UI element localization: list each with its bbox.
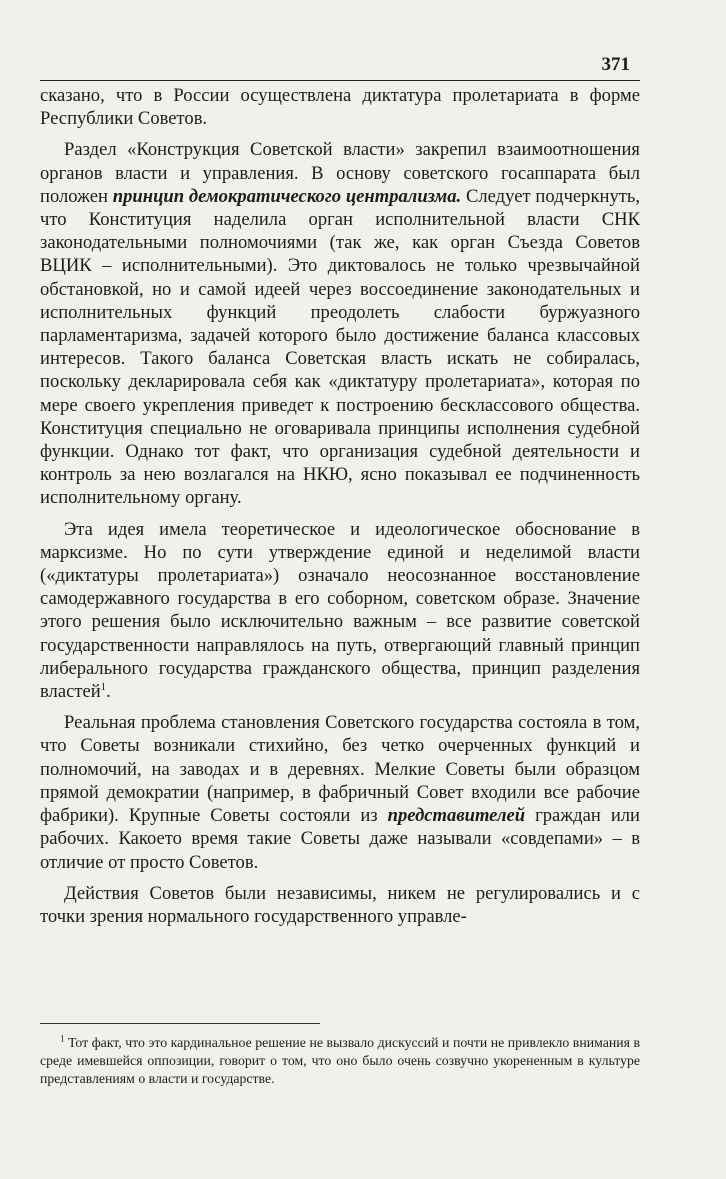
footnote-rule [40,1023,320,1024]
footnote-marker: 1 [60,1033,65,1044]
body-text [40,84,640,936]
paragraph-text: Реальная проблема становления Советского государства состояла в том, что Советы возникали стихийно, без четко очерченных функций и полномочий, на заводах и в деревнях. Мелкие Советы были образцом прямой демократии (например, в фабричный Совет входили все рабочие фабрики). Крупные Советы состояли из [40,712,640,827]
footnote [40,1034,640,1088]
emphasis-term: представителей [387,805,526,827]
paragraph-text: Следует подчеркнуть, что Конституция наделила орган исполнительной власти СНК законодательными полномочиями (так же, как орган Съезда Советов ВЦИК – исполнительными). Это диктовалось не только чрезвычайной обстановкой, но и самой идеей через воссоединение законодательных и исполнительных функций преодолеть слабости буржуазного парламентаризма, задачей которого было достижение баланса классовых интересов. Такого баланса Советская власть искать не собиралась, поскольку декларировала себя как «диктатуру пролетариата», которая по мере своего укрепления приведет к построению бесклассового общества. Конституция специально не оговаривала принципы исполнения судебной функции. Однако тот факт, что организация судебной деятельности и контроль за нею возлагался на НКЮ, ясно показывал ее подчиненность исполнительному органу. [40,185,641,509]
footnote-text: Тот факт, что это кардинальное решение не вызвало дискуссий и почти не привлекло внимания в среде имевшейся оппозиции, говорит о том, что оно было очень созвучно укорененным в культуре представлениям о власти и государстве. [40,1035,640,1086]
paragraph-soviets-actions: Действия Советов были независимы, никем не регулировались и с точки зрения нормального государственного управле- [40,882,640,927]
paragraph-continuation: сказано, что в России осуществлена диктатура пролетариата в форме Республики Советов. [40,85,640,130]
page-number: 371 [601,54,630,75]
paragraph-soviets-formation [40,711,640,873]
paragraph-marxism: Эта идея имела теоретическое и идеологическое обоснование в марксизме. Но по сути утверждение единой и неделимой власти («диктатуры пролетариата») означало неосознанное восстановление самодержавного государства в его соборном, советском образе. Значение этого решения было исключительно важным – все развитие советской государственности направлялось на путь, отвергающий главный принцип либерального государства гражданского общества, принцип разделения властей$^1$. [40,518,640,703]
header-rule [40,80,640,81]
paragraph-text: граждан или рабочих. Какоето время такие Советы даже называли «совдепами» – в отличие от просто Советов. [40,805,640,873]
paragraph-text: Эта идея имела теоретическое и идеологическое обоснование в марксизме. Но по сути утверждение единой и неделимой власти («диктатуры пролетариата») означало неосознанное восстановление самодержавного государства в его соборном, советском образе. Значение этого решения было исключительно важным – все развитие советской государственности направлялось на путь, отвергающий главный принцип либерального государства гражданского общества, принцип разделения властей [40,518,640,703]
footnote-reference: 1 [100,680,107,693]
paragraph-constitution-structure [40,138,640,509]
emphasis-term: принцип демократического централизма. [112,185,462,207]
paragraph-text: Раздел «Конструкция Советской власти» закрепил взаимоотношения органов власти и управления. В основу советского госаппарата был положен [40,139,640,207]
